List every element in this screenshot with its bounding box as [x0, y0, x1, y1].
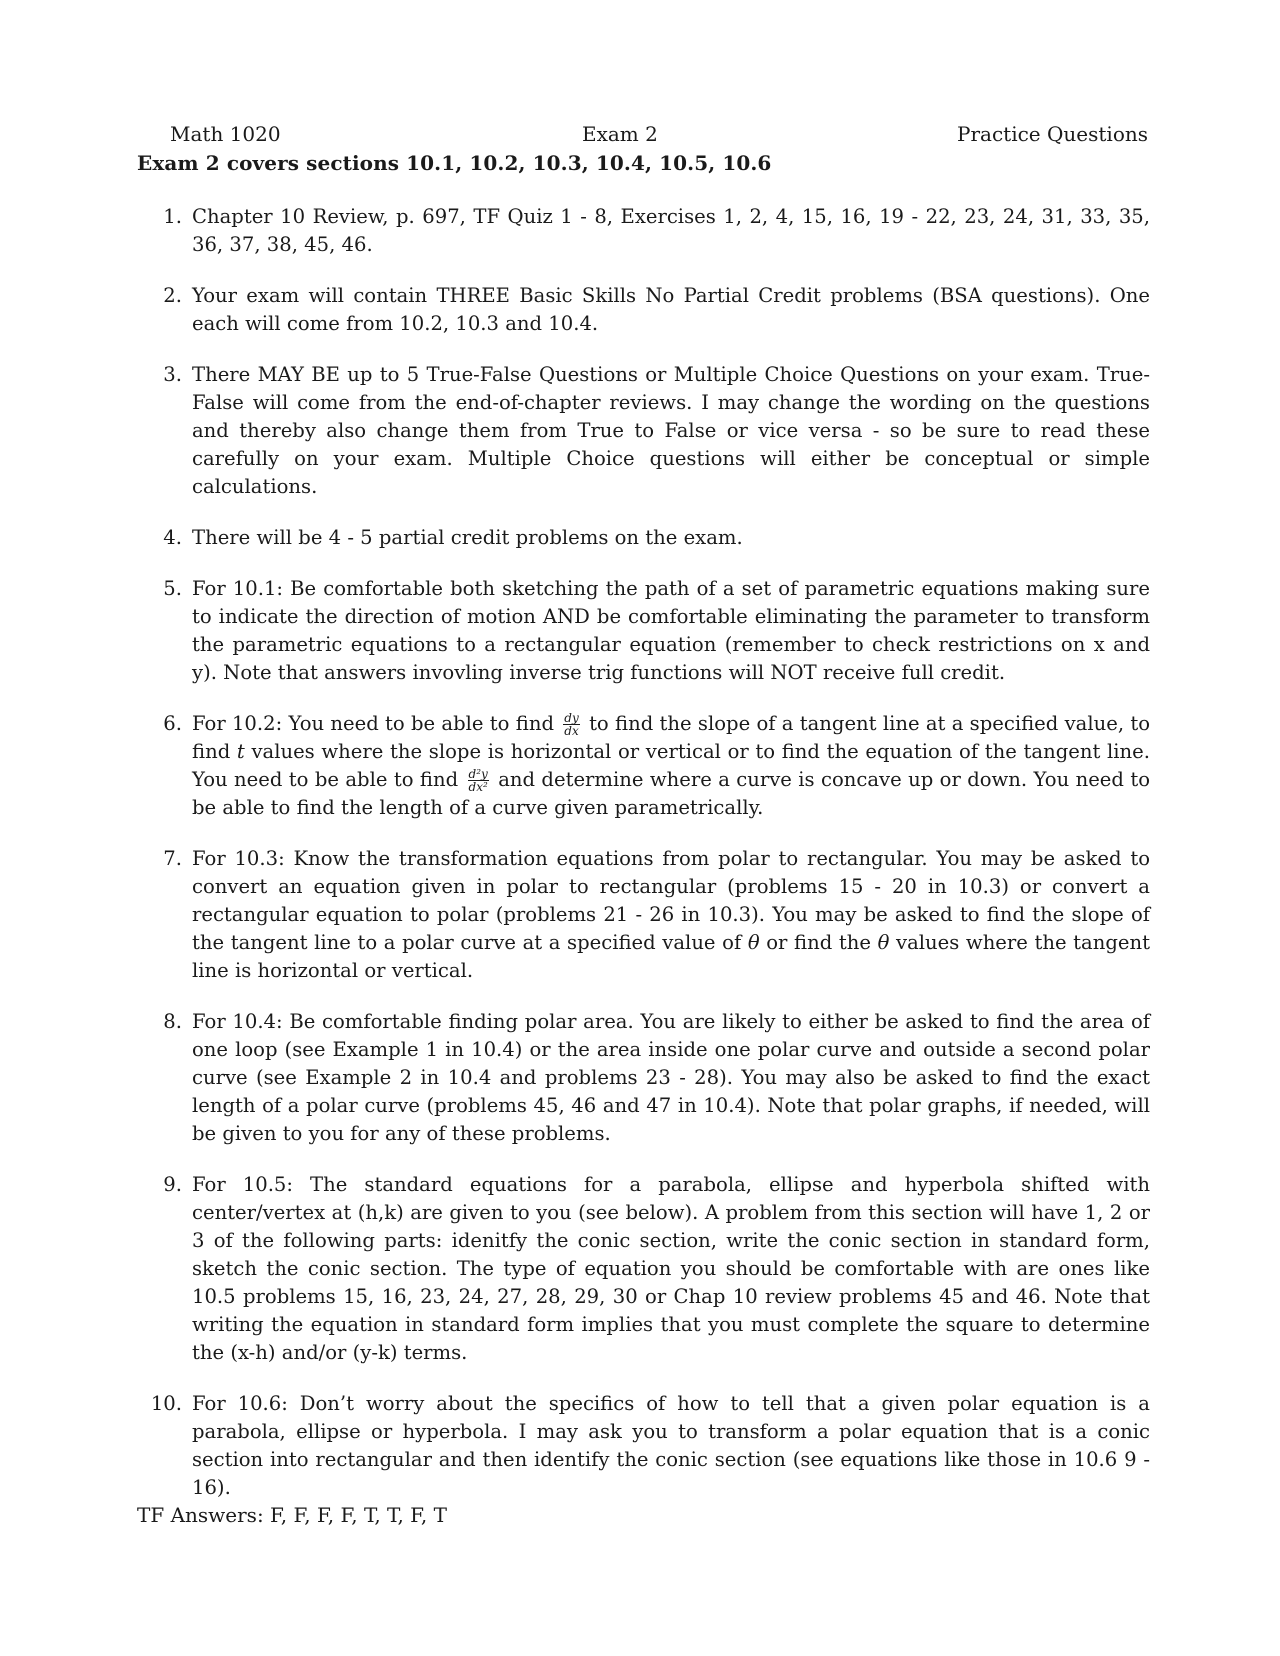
- item-text: Your exam will contain THREE Basic Skills No Partial Credit problems (BSA questions). One each will come from 10.2, 10.3 and 10.4.: [192, 284, 1150, 335]
- page-header: [170, 122, 1148, 152]
- item-number: 4.: [163, 526, 182, 549]
- item-number: 3.: [163, 363, 182, 386]
- item-text: There MAY BE up to 5 True-False Questions or Multiple Choice Questions on your exam. True-False will come from the end-of-chapter reviews. I may change the wording on the questions and thereby also change them from True to False or vice versa - so be sure to read these carefully on your exam. Multiple Choice questions will either be conceptual or simple calculations.: [192, 363, 1150, 498]
- tf-answers: TF Answers: F, F, F, F, T, T, F, T: [137, 1503, 447, 1527]
- theta-symbol: θ: [877, 931, 890, 954]
- item-number: 10.: [150, 1392, 182, 1415]
- item-number: 9.: [163, 1173, 182, 1196]
- second-derivative-fraction: [468, 768, 489, 793]
- item-number: 5.: [163, 577, 182, 600]
- theta-symbol: θ: [747, 931, 760, 954]
- item-number: 2.: [163, 284, 182, 307]
- item-text-part: to find the slope of a tangent line at a specified value, to find: [192, 712, 1151, 763]
- item-text: For 10.1: Be comfortable both sketching the path of a set of parametric equations making sure to indicate the direction of motion AND be comfortable eliminating the parameter to transform the parametric equations to a rectangular equation (remember to check restrictions on x and y). Note that answers invovling inverse trig functions will NOT receive full credit.: [192, 577, 1150, 684]
- list-item: [140, 1390, 1150, 1502]
- item-text: For 10.6: Don’t worry about the specifics of how to tell that a given polar equation is a parabola, ellipse or hyperbola. I may ask you to transform a polar equation that is a conic section into rectangular and then identify the conic section (see equations like those in 10.6 9 - 16).: [192, 1392, 1150, 1499]
- derivative-fraction: [563, 712, 579, 737]
- item-text-part: values where the tangent line is horizontal or vertical.: [192, 931, 1150, 982]
- item-number: 1.: [163, 205, 182, 228]
- item-text: Chapter 10 Review, p. 697, TF Quiz 1 - 8, Exercises 1, 2, 4, 15, 16, 19 - 22, 23, 24, 31, 33, 35, 36, 37, 38, 45, 46.: [192, 205, 1150, 256]
- exam-coverage-heading: Exam 2 covers sections 10.1, 10.2, 10.3, 10.4, 10.5, 10.6: [137, 151, 772, 175]
- list-item: [140, 282, 1150, 338]
- item-text-part: For 10.3: Know the transformation equations from polar to rectangular. You may be asked to convert an equation given in polar to rectangular (problems 15 - 20 in 10.3) or convert a rectangular equation to polar (problems 21 - 26 in 10.3). You may be asked to find the slope of the tangent line to a polar curve at a specified value of: [192, 847, 1150, 954]
- list-item: [140, 203, 1150, 259]
- fraction-denominator: dx: [564, 724, 579, 738]
- item-text-part: or find the: [766, 931, 871, 954]
- item-number: 8.: [163, 1010, 182, 1033]
- item-text-part: values where the slope is horizontal or vertical or to find the equation of the tangent line. You need to be able to find: [192, 740, 1150, 791]
- fraction-numerator: dy: [564, 711, 579, 725]
- list-item: [140, 361, 1150, 501]
- list-item: [140, 710, 1150, 822]
- course-name: Math 1020: [170, 122, 281, 146]
- item-text-part: For 10.2: You need to be able to find: [192, 712, 554, 735]
- item-text: There will be 4 - 5 partial credit problems on the exam.: [192, 526, 743, 549]
- exam-name: Exam 2: [582, 122, 658, 146]
- item-text: For 10.5: The standard equations for a parabola, ellipse and hyperbola shifted with center/vertex at (h,k) are given to you (see below). A problem from this section will have 1, 2 or 3 of the following parts: idenitfy the conic section, write the conic section in standard form, sketch the conic section. The type of equation you should be comfortable with are ones like 10.5 problems 15, 16, 23, 24, 27, 28, 29, 30 or Chap 10 review problems 45 and 46. Note that writing the equation in standard form implies that you must complete the square to determine the (x-h) and/or (y-k) terms.: [192, 1173, 1150, 1364]
- item-text: For 10.4: Be comfortable finding polar area. You are likely to either be asked to find the area of one loop (see Example 1 in 10.4) or the area inside one polar curve and outside a second polar curve (see Example 2 in 10.4 and problems 23 - 28). You may also be asked to find the exact length of a polar curve (problems 45, 46 and 47 in 10.4). Note that polar graphs, if needed, will be given to you for any of these problems.: [192, 1010, 1150, 1145]
- list-item: [140, 524, 1150, 552]
- item-number: 7.: [163, 847, 182, 870]
- list-item: [140, 1171, 1150, 1367]
- variable-t: t: [236, 740, 245, 763]
- document-type: Practice Questions: [957, 122, 1148, 146]
- list-item: [140, 575, 1150, 687]
- fraction-numerator: d²y: [468, 767, 488, 781]
- question-list: [140, 203, 1150, 1525]
- list-item: [140, 845, 1150, 985]
- list-item: [140, 1008, 1150, 1148]
- item-text-part: and determine where a curve is concave up or down. You need to be able to find the length of a curve given parametrically.: [192, 768, 1150, 819]
- fraction-denominator: dx²: [468, 780, 488, 794]
- item-number: 6.: [163, 712, 182, 735]
